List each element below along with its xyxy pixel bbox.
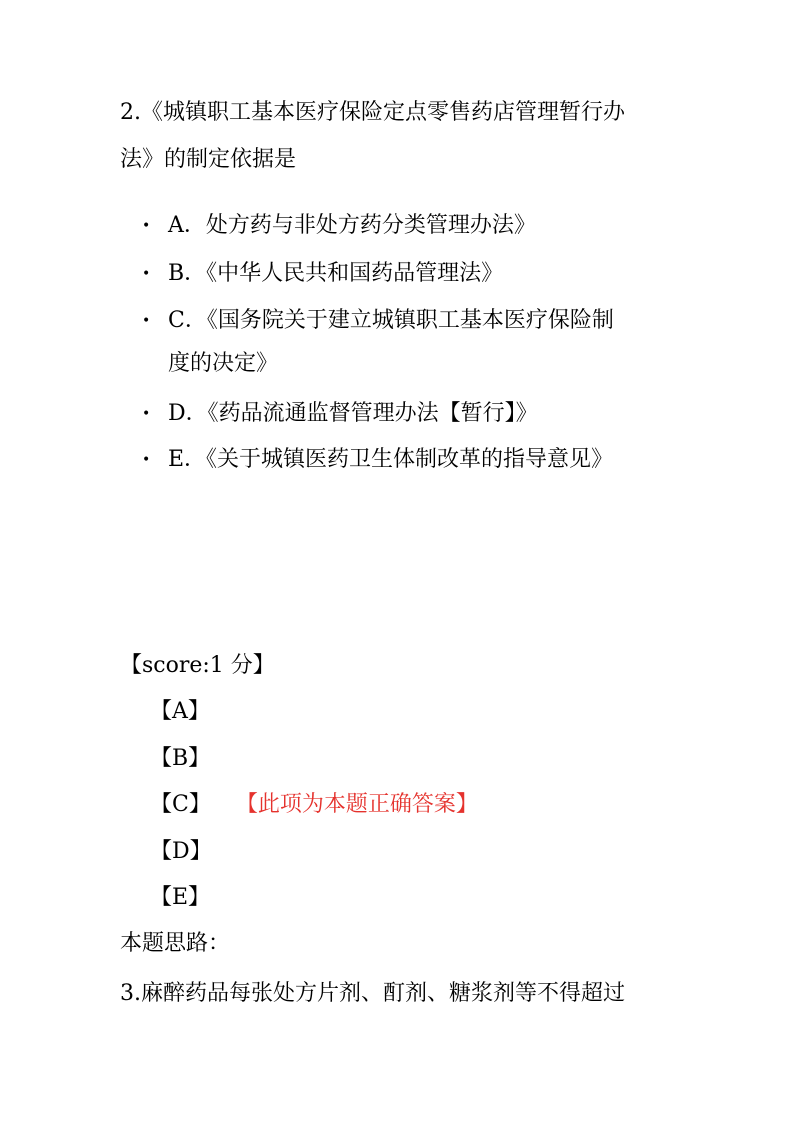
option-d-text: D．《药品流通监督管理办法【暂行】》 bbox=[168, 401, 538, 426]
bullet-icon: • bbox=[142, 406, 151, 422]
explanation-label: 本题思路： bbox=[120, 931, 231, 956]
score-label: 【score:1 分】 bbox=[120, 653, 275, 678]
option-a-text: A．处方药与非处方药分类管理办法》 bbox=[168, 213, 536, 238]
correct-answer-note: 【此项为本题正确答案】 bbox=[246, 792, 478, 817]
answer-e-label: 【E】 bbox=[150, 885, 211, 910]
answer-d-label: 【D】 bbox=[150, 839, 212, 864]
answer-a-label: 【A】 bbox=[150, 699, 210, 724]
question-3-title-line1: 3.麻醉药品每张处方片剂、酊剂、糖浆剂等不得超过 bbox=[120, 981, 625, 1006]
option-b bbox=[142, 260, 503, 288]
option-e-text: E．《关于城镇医药卫生体制改革的指导意见》 bbox=[168, 447, 614, 472]
question-2-title-line1: 2.《城镇职工基本医疗保险定点零售药店管理暂行办 bbox=[120, 100, 625, 125]
answer-c bbox=[150, 791, 478, 819]
bullet-icon: • bbox=[142, 452, 151, 468]
answer-e bbox=[150, 884, 210, 912]
option-a bbox=[142, 212, 536, 240]
option-c-text: C．《国务院关于建立城镇职工基本医疗保险制 bbox=[168, 308, 614, 333]
option-b-text: B．《中华人民共和国药品管理法》 bbox=[168, 261, 504, 286]
option-c bbox=[142, 307, 614, 335]
bullet-icon: • bbox=[142, 313, 151, 329]
question-2-title-line2: 法》的制定依据是 bbox=[120, 147, 297, 172]
option-d bbox=[142, 400, 538, 428]
answer-c-label: 【C】 bbox=[150, 792, 211, 817]
bullet-icon: • bbox=[142, 266, 151, 282]
option-c-continuation: 度的决定》 bbox=[168, 351, 279, 376]
option-e bbox=[142, 446, 613, 474]
answer-b-label: 【B】 bbox=[150, 746, 211, 771]
bullet-icon: • bbox=[142, 218, 151, 234]
answer-d bbox=[150, 838, 212, 866]
answer-b bbox=[150, 745, 210, 773]
answer-a bbox=[150, 698, 210, 726]
